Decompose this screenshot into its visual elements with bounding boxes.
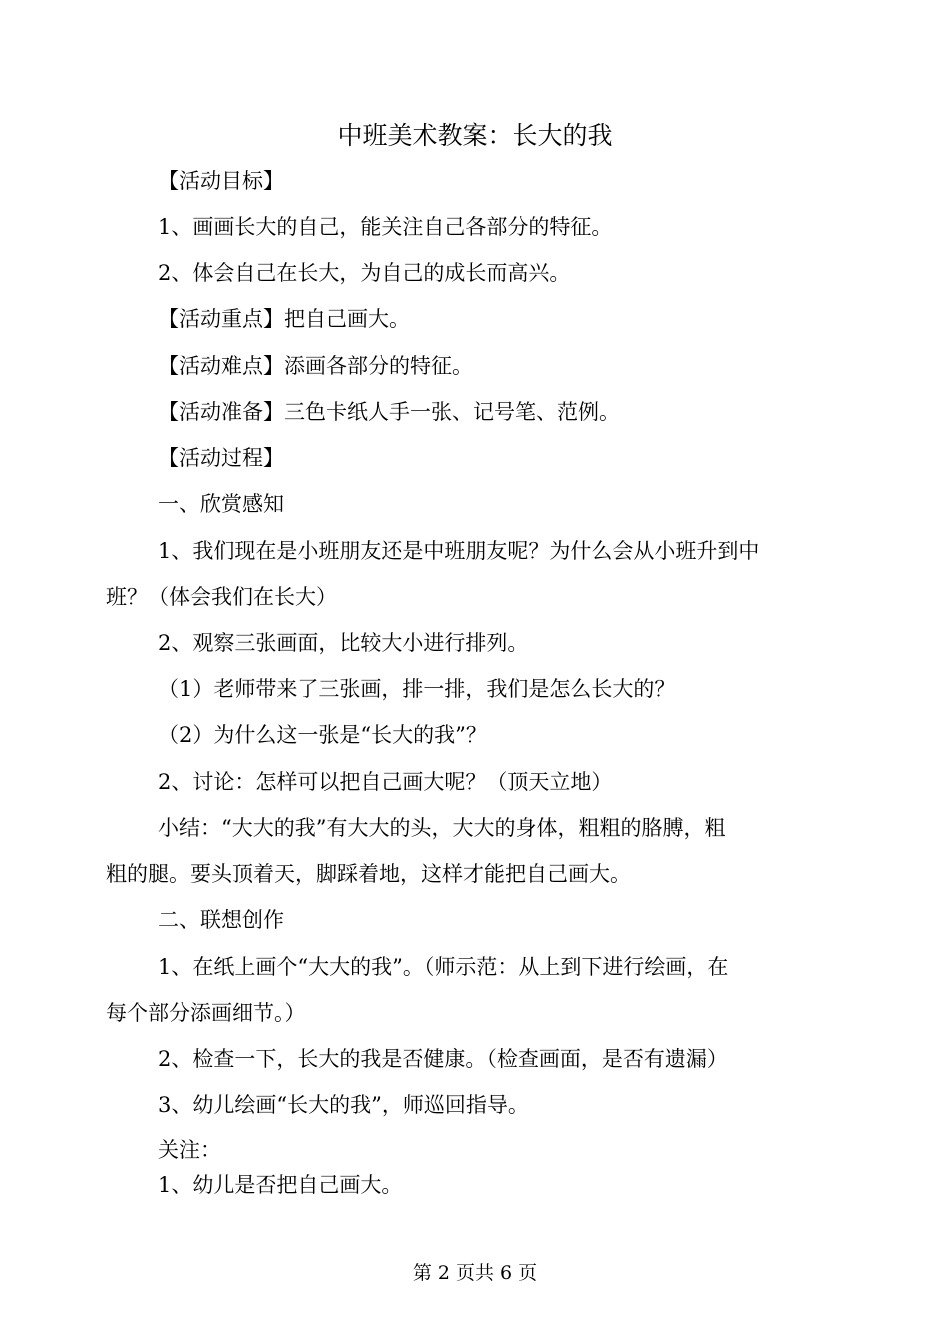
text-line: 班？（体会我们在长大）	[106, 585, 337, 609]
text-line: 1、我们现在是小班朋友还是中班朋友呢？为什么会从小班升到中	[158, 539, 760, 563]
text-line: 2、观察三张画面，比较大小进行排列。	[158, 631, 529, 655]
text-line: 【活动难点】添画各部分的特征。	[158, 354, 473, 378]
text-line: 一、欣赏感知	[158, 492, 284, 516]
section-heading-goals: 【活动目标】	[158, 169, 284, 193]
page-title: 中班美术教案：长大的我	[337, 121, 613, 150]
text-line: 3、幼儿绘画“长大的我”，师巡回指导。	[158, 1093, 529, 1117]
text-line: （1）老师带来了三张画，排一排，我们是怎么长大的？	[158, 677, 676, 701]
text-line: 1、幼儿是否把自己画大。	[158, 1173, 403, 1197]
text-line: 二、联想创作	[158, 908, 284, 932]
text-line: 1、画画长大的自己，能关注自己各部分的特征。	[158, 215, 613, 239]
text-line: 【活动重点】把自己画大。	[158, 307, 410, 331]
text-line: 2、讨论：怎样可以把自己画大呢？（顶天立地）	[158, 770, 613, 794]
text-line: 1、在纸上画个“大大的我”。（师示范：从上到下进行绘画，在	[158, 955, 729, 979]
text-line: （2）为什么这一张是“长大的我”？	[158, 723, 487, 747]
text-line: 2、体会自己在长大，为自己的成长而高兴。	[158, 261, 571, 285]
text-line: 关注：	[158, 1138, 221, 1162]
page-number-footer: 第 2 页共 6 页	[412, 1262, 538, 1284]
text-line: 2、检查一下，长大的我是否健康。（检查画面，是否有遗漏）	[158, 1047, 728, 1071]
text-line: 小结：“大大的我”有大大的头，大大的身体，粗粗的胳膊，粗	[158, 816, 726, 840]
text-line: 粗的腿。要头顶着天，脚踩着地，这样才能把自己画大。	[106, 862, 631, 886]
text-line: 【活动准备】三色卡纸人手一张、记号笔、范例。	[158, 400, 620, 424]
section-heading-process: 【活动过程】	[158, 446, 284, 470]
text-line: 每个部分添画细节。）	[106, 1001, 306, 1025]
